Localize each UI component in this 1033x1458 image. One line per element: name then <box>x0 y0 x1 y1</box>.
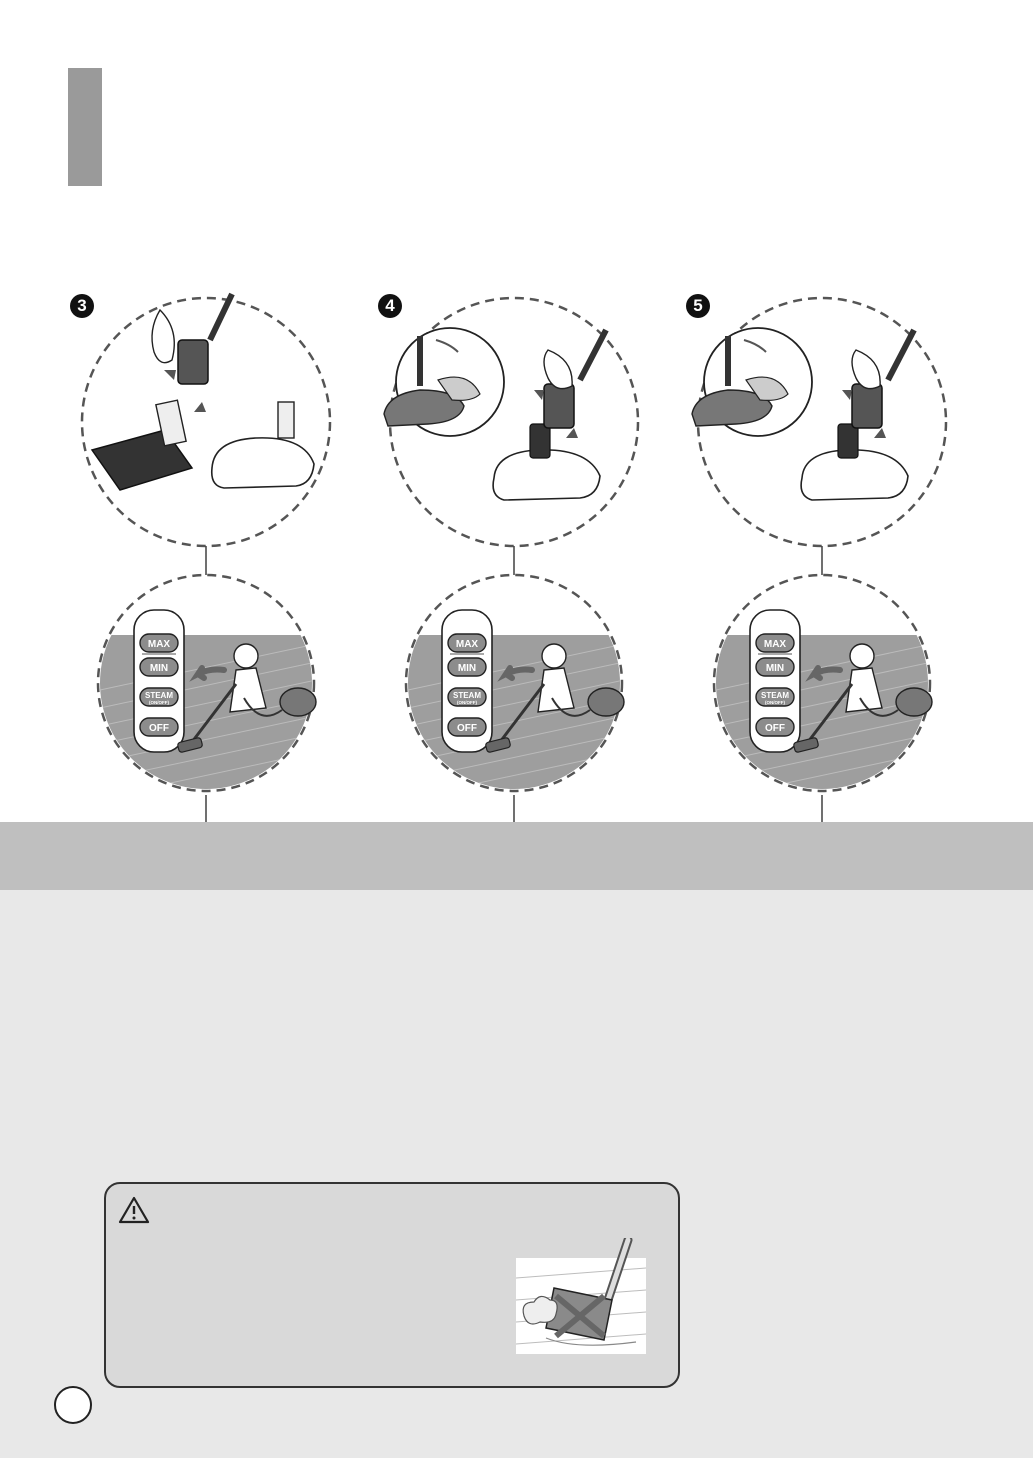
floor-tiles <box>714 635 934 798</box>
max-button-label: MAX <box>147 639 171 650</box>
step-number-badge: 5 <box>686 294 710 318</box>
canister <box>896 688 932 716</box>
floor-tiles <box>406 635 626 798</box>
off-button-label: OFF <box>149 723 169 734</box>
nozzle-steam <box>212 438 314 488</box>
off-button-label: OFF <box>765 723 785 734</box>
min-button-label: MIN <box>457 663 477 674</box>
min-button-label: MIN <box>765 663 785 674</box>
step-1 <box>60 290 390 830</box>
max-button-label: MAX <box>763 639 787 650</box>
warning-triangle-icon <box>118 1196 150 1224</box>
page-section-tab <box>68 68 102 186</box>
steam-sub-label: (ON/OFF) <box>457 700 477 705</box>
step-2 <box>368 290 698 830</box>
min-button-label: MIN <box>149 663 169 674</box>
nozzle-neck <box>530 424 550 458</box>
step-illustration <box>60 290 390 830</box>
caution-box <box>104 1182 680 1388</box>
steam-button-label: STEAM <box>145 691 173 700</box>
floor-tiles <box>98 635 318 798</box>
steam-sub-label: (ON/OFF) <box>765 700 785 705</box>
off-button-label: OFF <box>457 723 477 734</box>
nozzle-neck <box>838 424 858 458</box>
page-number-circle <box>54 1386 92 1424</box>
step-number-badge: 3 <box>70 294 94 318</box>
step-3 <box>676 290 1006 830</box>
canister <box>588 688 624 716</box>
steam-button-label: STEAM <box>453 691 481 700</box>
figure-head <box>542 644 566 668</box>
hand-tube <box>544 384 574 428</box>
steam-sub-label: (ON/OFF) <box>149 700 169 705</box>
caution-illustration <box>516 1238 646 1358</box>
section-divider-band <box>0 822 1033 890</box>
canister <box>280 688 316 716</box>
hand-tube <box>852 384 882 428</box>
step-illustration <box>368 290 698 830</box>
hand-tube <box>178 340 208 384</box>
figure-head <box>234 644 258 668</box>
nozzle-steam-neck <box>278 402 294 438</box>
steam-button-label: STEAM <box>761 691 789 700</box>
max-button-label: MAX <box>455 639 479 650</box>
step-illustration <box>676 290 1006 830</box>
step-number-badge: 4 <box>378 294 402 318</box>
figure-head <box>850 644 874 668</box>
